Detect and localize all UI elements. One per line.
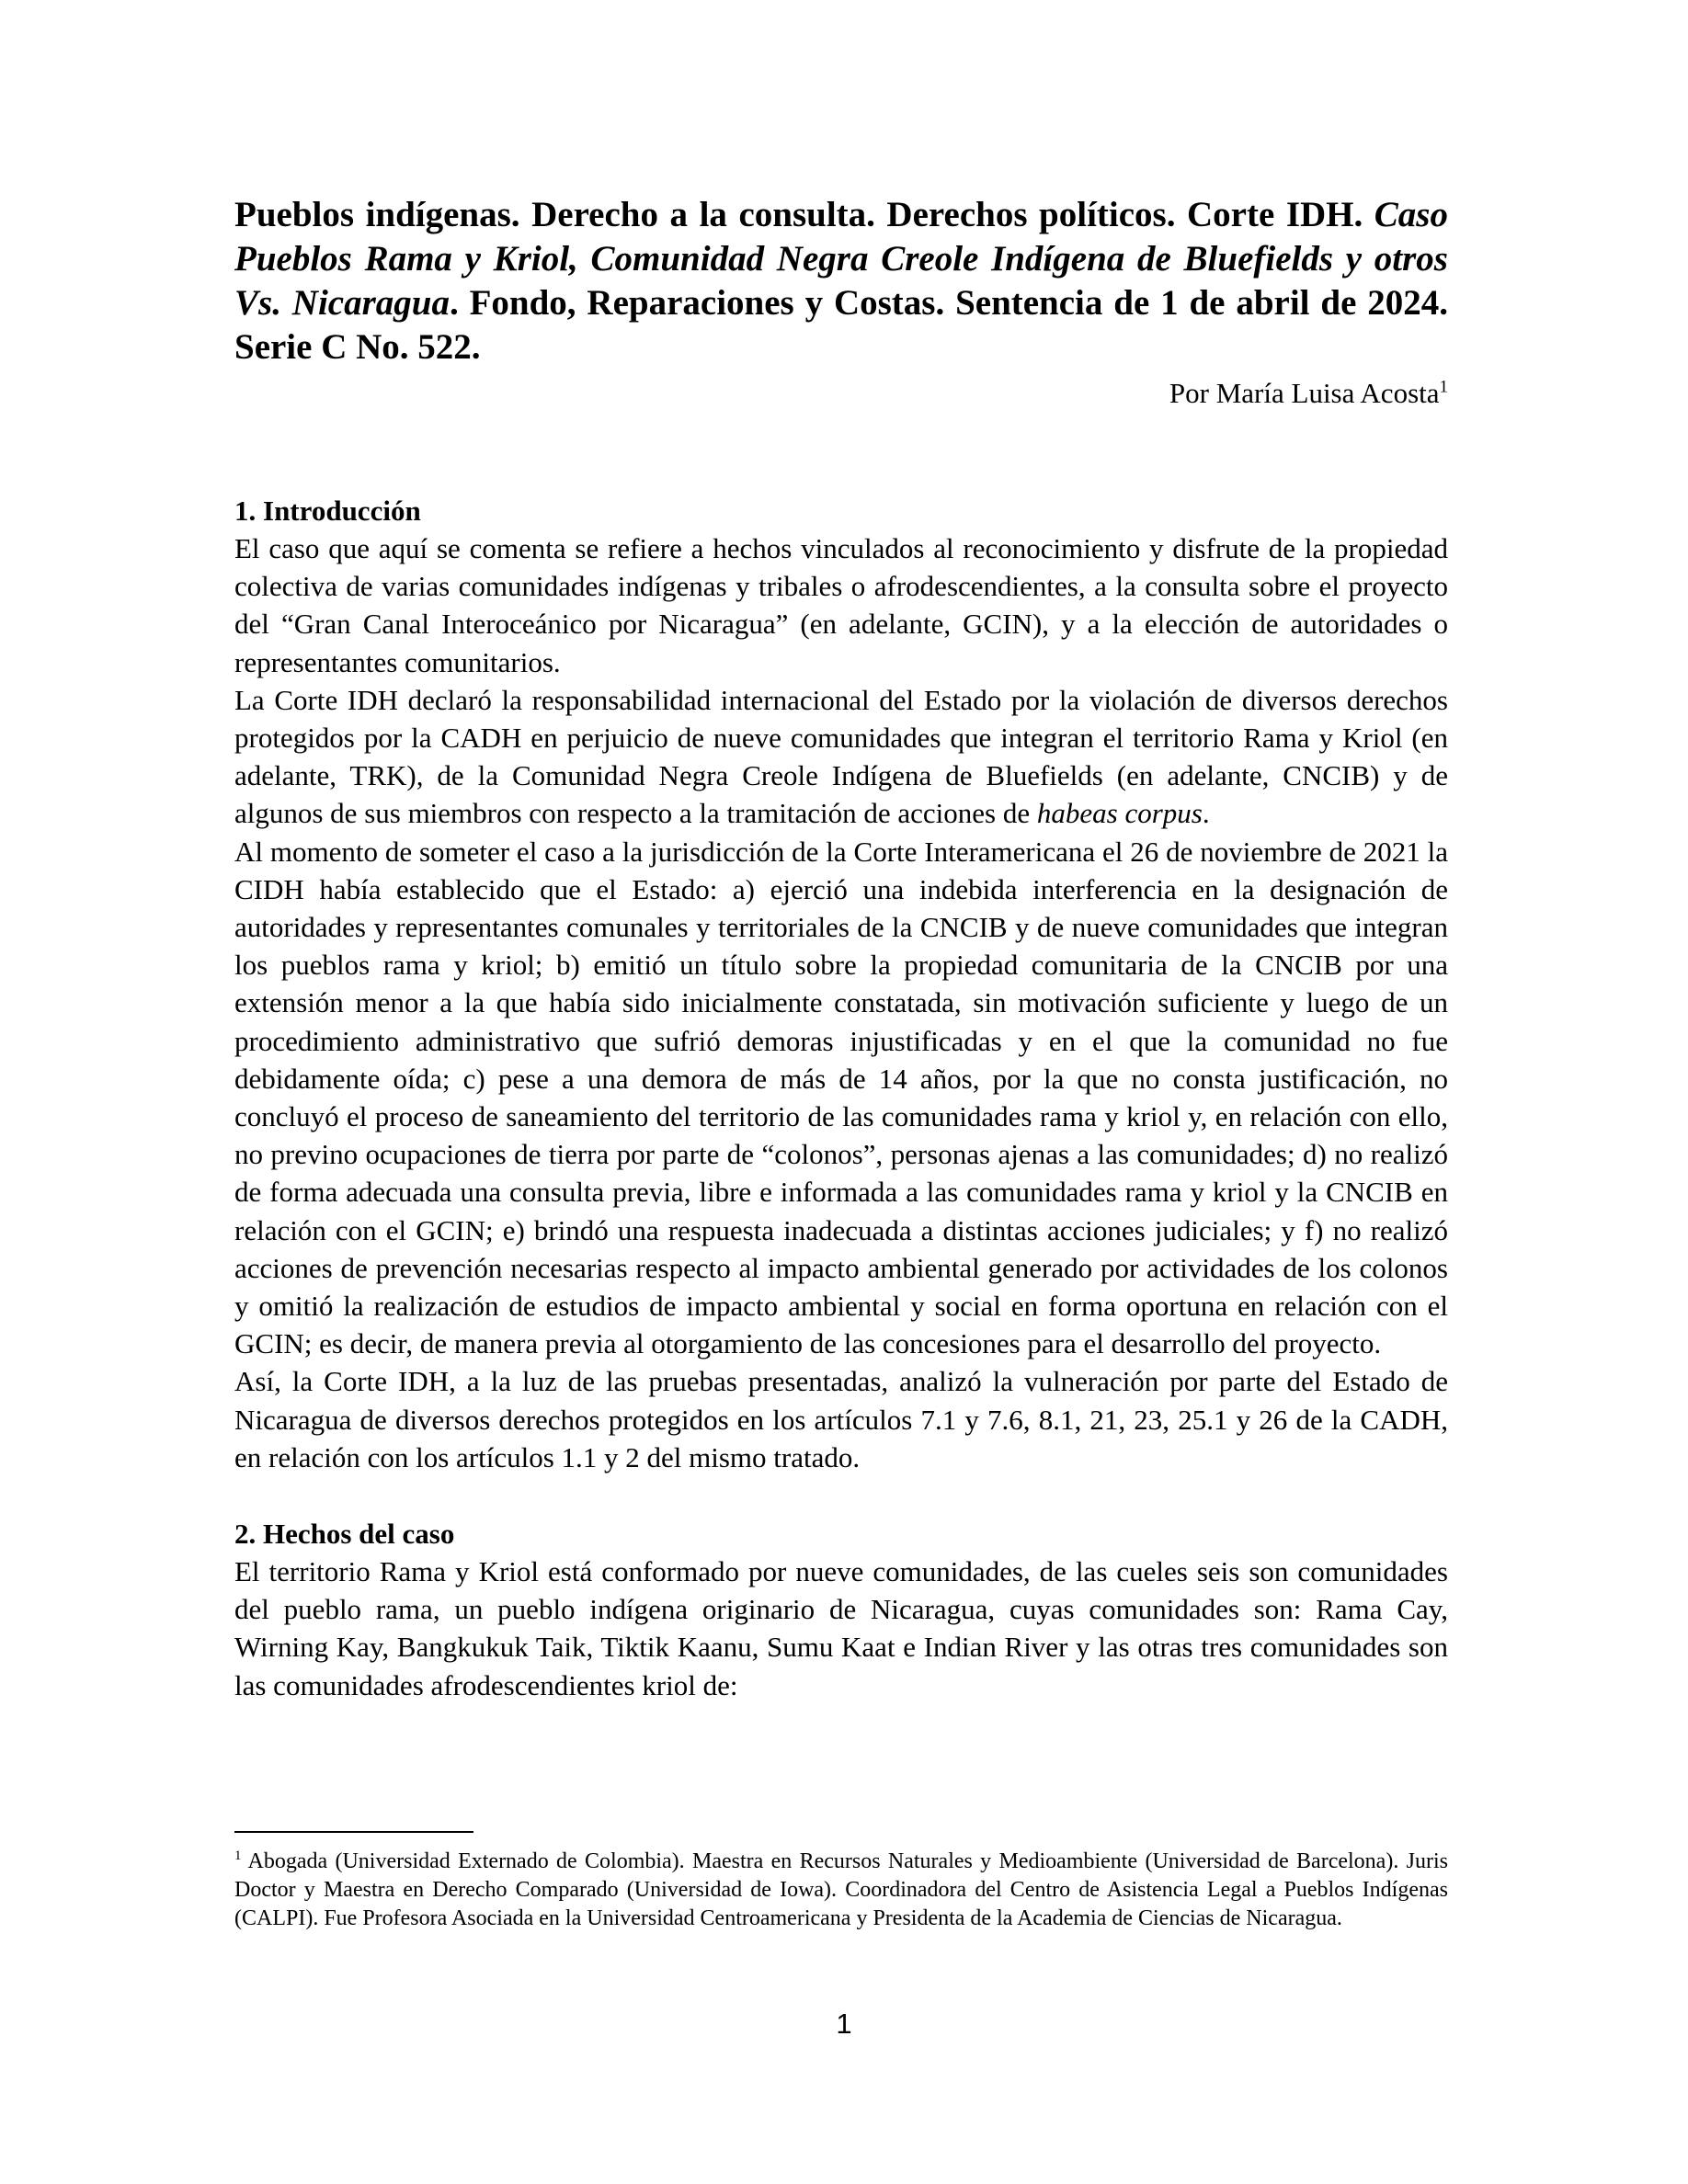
- footnote-number: 1: [234, 1848, 242, 1863]
- section-1-paragraph-1: El caso que aquí se comenta se refiere a hechos vinculados al reconocimiento y disfrute de la propiedad colectiva de varias comunidades indígenas y tribales o afrodescendientes, a la consulta sobre el proyecto del “Gran Canal Interoceánico por Nicaragua” (en adelante, GCIN), y a la elección de autoridades o representantes comunitarios.: [234, 532, 1448, 678]
- section-1-paragraph-3: Al momento de someter el caso a la jurisdicción de la Corte Interamericana el 26 de noviembre de 2021 la CIDH había establecido que el Estado: a) ejerció una indebida interferencia en la designación de autoridades y representantes comunales y territoriales de la CNCIB y de nueve comunidades que integran los pueblos rama y kriol; b) emitió un título sobre la propiedad comunitaria de la CNCIB por una extensión menor a la que había sido inicialmente constatada, sin motivación suficiente y luego de un procedimiento administrativo que sufrió demoras injustificadas y en el que la comunidad no fue debidamente oída; c) pese a una demora de más de 14 años, por la que no consta justificación, no concluyó el proceso de saneamiento del territorio de las comunidades rama y kriol y, en relación con ello, no previno ocupaciones de tierra por parte de “colonos”, personas ajenas a las comunidades; d) no realizó de forma adecuada una consulta previa, libre e informada a las comunidades rama y kriol y la CNCIB en relación con el GCIN; e) brindó una respuesta inadecuada a distintas acciones judiciales; y f) no realizó acciones de prevención necesarias respecto al impacto ambiental generado por actividades de los colonos y omitió la realización de estudios de impacto ambiental y social en forma oportuna en relación con el GCIN; es decir, de manera previa al otorgamiento de las concesiones para el desarrollo del proyecto.: [234, 835, 1448, 1360]
- byline-footnote-ref[interactable]: 1: [1439, 377, 1448, 397]
- section-1-paragraph-4: Así, la Corte IDH, a la luz de las pruebas presentadas, analizó la vulneración por parte del Estado de Nicaragua de diversos derechos protegidos en los artículos 7.1 y 7.6, 8.1, 21, 23, 25.1 y 26 de la CADH, en relación con los artículos 1.1 y 2 del mismo tratado.: [234, 1365, 1448, 1473]
- title-part-1: Pueblos indígenas. Derecho a la consulta. Derechos políticos. Corte IDH.: [234, 195, 1374, 234]
- paragraph-2-text: La Corte IDH declaró la responsabilidad internacional del Estado por la violación de diversos derechos protegidos por la CADH en perjuicio de nueve comunidades que integran el territorio Rama y Kriol (en adelante, TRK), de la Comunidad Negra Creole Indígena de Bluefields (en adelante, CNCIB) y de algunos de sus miembros con respecto a la tramitación de acciones de: [234, 683, 1448, 830]
- document-body: [234, 193, 1448, 1704]
- title-part-2: . Fondo, Reparaciones y Costas. Sentencia de 1 de abril de 2024. Serie C No. 522.: [234, 283, 1448, 367]
- title-case-name: Caso Pueblos Rama y Kriol, Comunidad Negra Creole Indígena de Bluefields y otros Vs. Nicaragua: [234, 195, 1448, 323]
- paragraph-2-end: .: [1202, 797, 1210, 830]
- author-name: Por María Luisa Acosta: [1169, 377, 1440, 409]
- section-2-heading: 2. Hechos del caso: [234, 1518, 455, 1551]
- footnote-separator: [234, 1831, 473, 1833]
- section-2-paragraph-1: El territorio Rama y Kriol está conformado por nueve comunidades, de las cueles seis son comunidades del pueblo rama, un pueblo indígena originario de Nicaragua, cuyas comunidades son: Rama Cay, Wirning Kay, Bangkukuk Taik, Tiktik Kaanu, Sumu Kaat e Indian River y las otras tres comunidades son las comunidades afrodescendientes kriol de:: [234, 1555, 1448, 1701]
- author-byline: [234, 373, 1448, 414]
- section-1-paragraph-2: [234, 681, 1448, 833]
- footnote-text: Abogada (Universidad Externado de Colombia). Maestra en Recursos Naturales y Medioambiente (Universidad de Barcelona). Juris Doctor y Maestra en Derecho Comparado (Universidad de Iowa). Coordinadora del Centro de Asistencia Legal a Pueblos Indígenas (CALPI). Fue Profesora Asociada en la Universidad Centroamericana y Presidenta de la Academia de Ciencias de Nicaragua.: [234, 1849, 1448, 1930]
- page-number: 1: [836, 2008, 852, 2040]
- section-1-heading: 1. Introducción: [234, 495, 421, 527]
- footnote-1: [234, 1848, 1448, 1933]
- document-title: [234, 193, 1448, 370]
- paragraph-2-italic: habeas corpus: [1036, 797, 1203, 830]
